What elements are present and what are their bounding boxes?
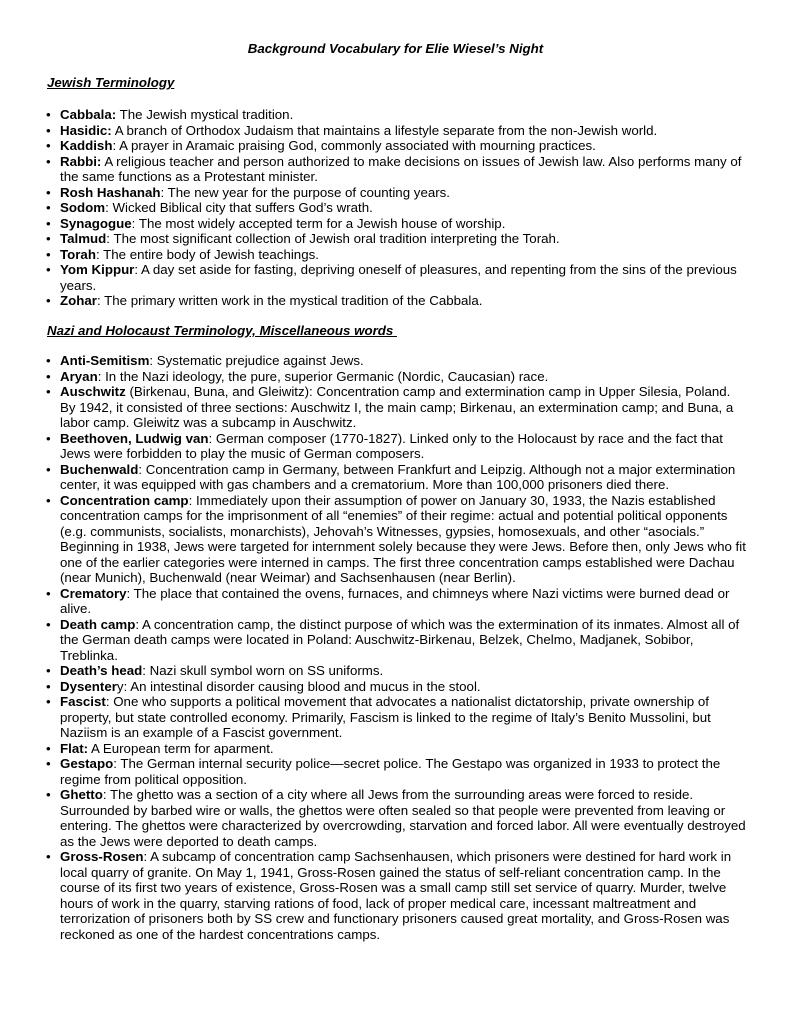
vocabulary-entry	[44, 185, 749, 201]
vocabulary-entry	[44, 493, 749, 586]
vocabulary-entry	[44, 369, 749, 385]
vocabulary-term: Fascist	[60, 694, 106, 709]
vocabulary-definition: : Immediately upon their assumption of power on January 30, 1933, the Nazis established concentration camps for the imprisonment of all “enemies” of their regime: actual and potential political opponents (e.g. communists, socialists, monarchists), Jehovah’s Witnesses, gypsies, homosexuals, and other “asocials.” Beginning in 1938, Jews were targeted for internment solely because they were Jews. Before then, only Jews who fit one of the earlier categories were interned in camps. The first three concentration camps established were Dachau (near Munich), Buchenwald (near Weimar) and Sachsenhausen (near Berlin).	[60, 492, 746, 585]
vocabulary-definition: : Concentration camp in Germany, between Frankfurt and Leipzig. Although not a major extermination center, it was equipped with gas chambers and a crematorium. More than 100,000 prisoners died there.	[60, 461, 736, 492]
vocabulary-definition: : The most widely accepted term for a Jewish house of worship.	[131, 215, 506, 231]
vocabulary-entry	[44, 154, 749, 185]
vocabulary-entry	[44, 216, 749, 232]
vocabulary-definition: : The ghetto was a section of a city where all Jews from the surrounding areas were forced to reside. Surrounded by barbed wire or walls, the ghettos were often sealed so that people were prevented from leaving or entering. The ghettos were characterized by overcrowding, starvation and forced labor. All were eventually destroyed as the Jews were deported to death camps.	[60, 787, 746, 849]
vocabulary-term: Torah	[60, 246, 96, 262]
vocabulary-definition: : A subcamp of concentration camp Sachsenhausen, which prisoners were destined for hard work in local quarry of granite. On May 1, 1941, Gross-Rosen gained the status of self-reliant concentration camp. In the course of its first two years of existence, Gross-Rosen was a small camp still set service of quarry. Murder, twelve hours of work in the quarry, starving rations of food, lack of proper medical care, incessant maltreatment and terrorization of prisoners both by SS crew and functionary prisoners caused great mortality, and Gross-Rosen was reckoned as one of the hardest concentrations camps.	[60, 849, 732, 942]
vocabulary-term: Beethoven, Ludwig van	[60, 430, 209, 446]
vocabulary-entry	[44, 138, 749, 154]
vocabulary-entry	[44, 123, 749, 139]
vocabulary-term: Anti-Semitism	[60, 353, 150, 368]
vocabulary-entry	[44, 741, 749, 757]
vocabulary-entry	[44, 694, 749, 741]
vocabulary-definition: : Nazi skull symbol worn on SS uniforms.	[142, 663, 384, 678]
vocabulary-term: Dysenter	[60, 678, 117, 694]
vocabulary-definition: A European term for aparment.	[88, 740, 274, 756]
vocabulary-entry	[44, 756, 749, 787]
vocabulary-term: Ghetto	[60, 787, 103, 802]
vocabulary-definition: : The German internal security police—secret police. The Gestapo was organized in 1933 to protect the regime from political opposition.	[60, 756, 721, 787]
vocabulary-definition: A religious teacher and person authorized to make decisions on issues of Jewish law. Also performs many of the same functions as a Protestant minister.	[60, 153, 742, 184]
vocabulary-definition: : In the Nazi ideology, the pure, superior Germanic (Nordic, Caucasian) race.	[97, 368, 549, 384]
vocabulary-term: Death camp	[60, 616, 136, 632]
vocabulary-term: Flat:	[60, 740, 89, 756]
jewish-terminology-list	[44, 107, 749, 309]
vocabulary-entry	[44, 200, 749, 216]
page-title: Background Vocabulary for Elie Wiesel’s Night	[247, 41, 544, 56]
vocabulary-entry	[44, 247, 749, 263]
vocabulary-definition: : A day set aside for fasting, depriving oneself of pleasures, and repenting from the sins of the previous years.	[60, 262, 737, 293]
vocabulary-definition: y: An intestinal disorder causing blood and mucus in the stool.	[116, 678, 481, 694]
vocabulary-definition: A branch of Orthodox Judaism that maintains a lifestyle separate from the non-Jewish world.	[111, 122, 658, 138]
vocabulary-entry	[44, 353, 749, 369]
section-heading-jewish-terminology: Jewish Terminology	[47, 75, 175, 90]
vocabulary-term: Zohar	[60, 293, 97, 308]
vocabulary-definition: : One who supports a political movement that advocates a nationalist dictatorship, private ownership of property, but state controlled economy. Primarily, Fascism is linked to the regime of Italy’s Benito Mussolini, but Naziism is an example of a Fascist government.	[60, 694, 711, 740]
vocabulary-definition: : A concentration camp, the distinct purpose of which was the extermination of its inmates. Almost all of the German death camps were located in Poland: Auschwitz-Birkenau, Belzek, Chelmo, Madjanek, Sobibor, Treblinka.	[60, 616, 740, 663]
vocabulary-definition: : The place that contained the ovens, furnaces, and chimneys where Nazi victims were burned dead or alive.	[60, 585, 730, 616]
vocabulary-term: Auschwitz	[60, 384, 126, 399]
vocabulary-term: Concentration camp	[60, 492, 189, 508]
vocabulary-term: Hasidic:	[60, 122, 112, 138]
vocabulary-term: Synagogue	[60, 215, 132, 231]
vocabulary-definition: : The entire body of Jewish teachings.	[95, 246, 319, 262]
vocabulary-term: Rabbi:	[60, 153, 102, 169]
vocabulary-entry	[44, 679, 749, 695]
vocabulary-definition: : The new year for the purpose of counting years.	[160, 184, 450, 200]
vocabulary-entry	[44, 384, 749, 431]
vocabulary-term: Cabbala:	[60, 107, 117, 122]
vocabulary-entry	[44, 787, 749, 849]
section-heading-nazi-holocaust-terminology: Nazi and Holocaust Terminology, Miscellaneous words	[47, 323, 397, 338]
vocabulary-entry	[44, 293, 749, 309]
vocabulary-definition: : German composer (1770-1827). Linked only to the Holocaust by race and the fact that Jews were forbidden to play the music of German composers.	[60, 430, 723, 461]
vocabulary-term: Gross-Rosen	[60, 849, 144, 864]
vocabulary-term: Talmud	[60, 231, 107, 246]
vocabulary-definition: : Systematic prejudice against Jews.	[149, 353, 364, 368]
nazi-holocaust-terminology-list	[44, 353, 749, 942]
vocabulary-definition: The Jewish mystical tradition.	[116, 107, 294, 122]
vocabulary-term: Kaddish	[60, 138, 113, 153]
vocabulary-term: Yom Kippur	[60, 262, 135, 277]
vocabulary-term: Buchenwald	[60, 461, 139, 477]
vocabulary-entry	[44, 617, 749, 664]
vocabulary-term: Sodom	[60, 200, 106, 215]
vocabulary-definition: : Wicked Biblical city that suffers God’s wrath.	[105, 200, 373, 215]
vocabulary-term: Rosh Hashanah	[60, 184, 161, 200]
vocabulary-term: Death’s head	[60, 663, 143, 678]
vocabulary-entry	[44, 262, 749, 293]
vocabulary-term: Crematory	[60, 585, 127, 601]
vocabulary-definition: (Birkenau, Buna, and Gleiwitz): Concentration camp and extermination camp in Upper Silesia, Poland. By 1942, it consisted of three sections: Auschwitz I, the main camp; Birkenau, an extermination camp; and Buna, a labor camp. Gleiwitz was a subcamp in Auschwitz.	[60, 384, 734, 430]
vocabulary-entry	[44, 107, 749, 123]
vocabulary-entry	[44, 586, 749, 617]
vocabulary-definition: : The primary written work in the mystical tradition of the Cabbala.	[96, 293, 483, 308]
vocabulary-entry	[44, 231, 749, 247]
vocabulary-entry	[44, 462, 749, 493]
vocabulary-definition: : The most significant collection of Jewish oral tradition interpreting the Torah.	[106, 231, 560, 246]
vocabulary-entry	[44, 431, 749, 462]
vocabulary-entry	[44, 849, 749, 942]
vocabulary-term: Gestapo	[60, 756, 114, 771]
vocabulary-term: Aryan	[60, 368, 98, 384]
vocabulary-entry	[44, 663, 749, 679]
vocabulary-definition: : A prayer in Aramaic praising God, commonly associated with mourning practices.	[112, 138, 596, 153]
